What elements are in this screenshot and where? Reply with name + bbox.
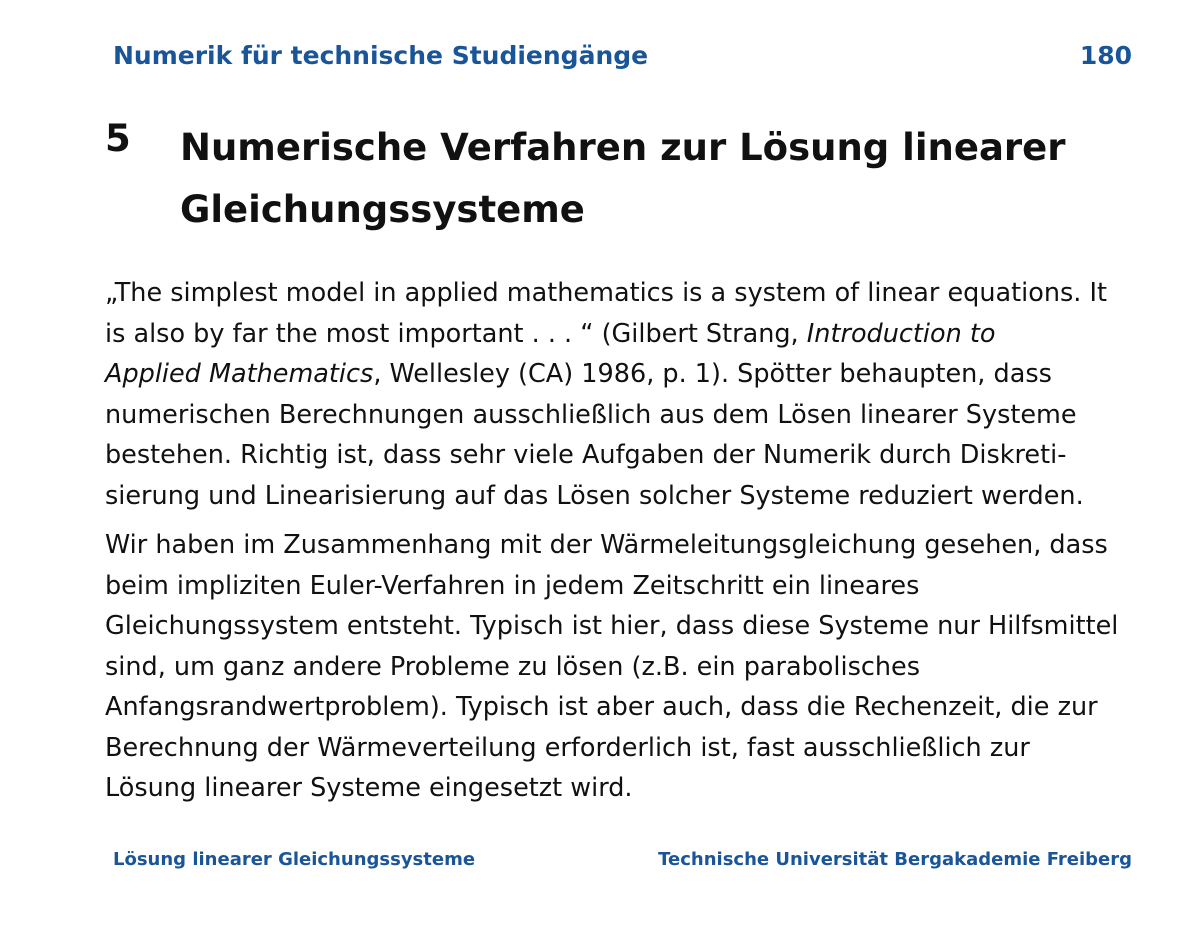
paragraph-line: Berechnung der Wärmeverteilung erforderlich ist, fast ausschließlich zur	[105, 732, 1030, 763]
page-number: 180	[1079, 41, 1132, 70]
paragraph-line: Anfangsrandwertproblem). Typisch ist aber auch, dass die Rechenzeit, die zur	[105, 692, 1098, 722]
paragraph-line: Lösung linearer Systeme eingesetzt wird.	[105, 773, 633, 803]
paragraph-line	[105, 314, 1145, 355]
quote-text: is also by far the most important . . . “ (Gilbert Strang,	[105, 318, 807, 349]
book-title-part: Introduction to	[806, 318, 996, 349]
paragraph-line	[105, 354, 1145, 395]
citation-text: , Wellesley (CA) 1986, p. 1). Spötter behaupten, dass	[373, 359, 1052, 389]
section-title-line-1: Numerische Verfahren zur Lösung linearer	[180, 126, 1066, 169]
paragraph-line: numerischen Berechnungen ausschließlich aus dem Lösen linearer Systeme	[105, 399, 1077, 430]
paragraph-line: Wir haben im Zusammenhang mit der Wärmeleitungsgleichung gesehen, dass	[105, 530, 1108, 560]
paragraph-line: sierung und Linearisierung auf das Lösen solcher Systeme reduziert werden.	[105, 480, 1084, 511]
footer-institution: Technische Universität Bergakademie Freiberg	[658, 849, 1132, 870]
paragraph-line: „The simplest model in applied mathematics is a system of linear equations. It	[105, 278, 1108, 308]
paragraph-intro	[105, 273, 1145, 516]
paragraph-line: bestehen. Richtig ist, dass sehr viele Aufgaben der Numerik durch Diskreti-	[105, 440, 1067, 470]
paragraph-line: sind, um ganz andere Probleme zu lösen (z.B. ein parabolisches	[105, 651, 921, 682]
section-title	[180, 117, 1130, 241]
course-title: Numerik für technische Studiengänge	[113, 41, 649, 70]
footer-topic: Lösung linearer Gleichungssysteme	[113, 849, 476, 870]
paragraph-line: Gleichungssystem entsteht. Typisch ist hier, dass diese Systeme nur Hilfsmittel	[105, 611, 1119, 641]
book-title-part: Applied Mathematics	[105, 359, 374, 389]
section-number: 5	[105, 117, 131, 160]
section-title-line-2: Gleichungssysteme	[180, 188, 585, 231]
paragraph-line: beim impliziten Euler-Verfahren in jedem Zeitschritt ein lineares	[105, 570, 920, 601]
paragraph-context	[105, 525, 1145, 809]
